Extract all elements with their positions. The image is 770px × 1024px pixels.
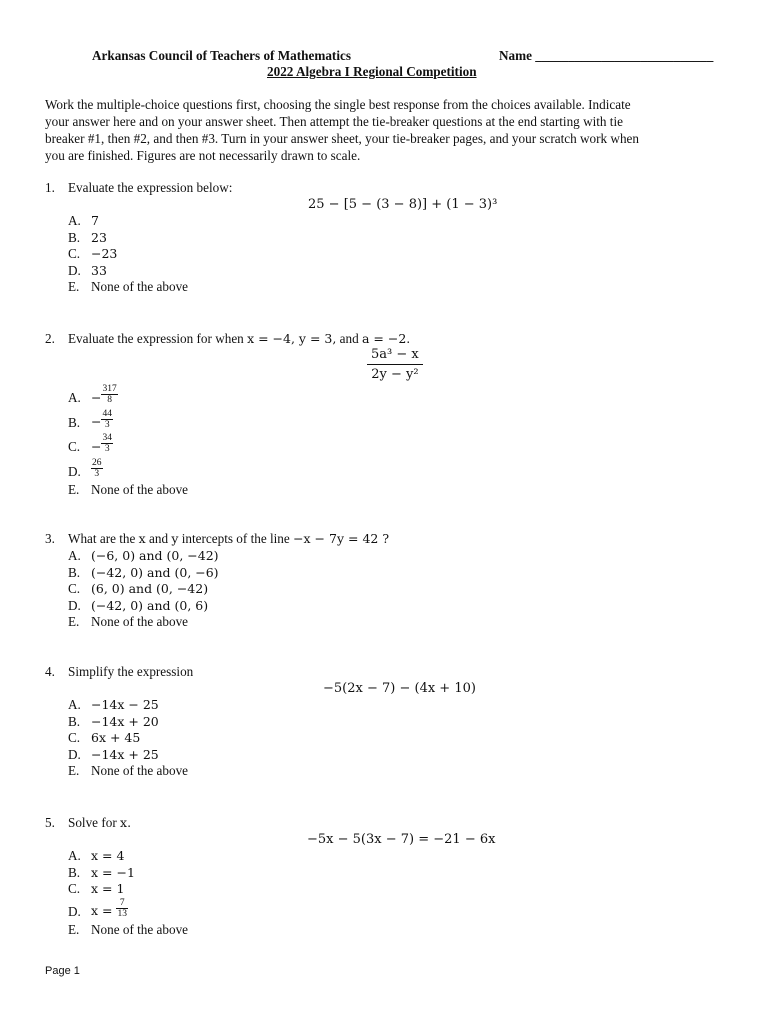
option-fraction: [116, 898, 128, 919]
option-letter: A.: [68, 548, 81, 563]
expression-numerator: 5a³ − x: [371, 347, 419, 362]
option-value: None of the above: [91, 482, 189, 497]
question-number: 2.: [45, 331, 55, 346]
option-letter: B.: [68, 564, 81, 580]
option-letter: A.: [68, 697, 81, 712]
option-letter: D.: [68, 903, 81, 919]
option-value: 23: [91, 229, 107, 245]
fraction-numerator: 44: [102, 408, 112, 419]
expression-denominator: 2y − y²: [367, 364, 423, 382]
option-letter: C.: [68, 246, 81, 262]
option-sign: −: [91, 438, 102, 454]
option-fraction: [101, 384, 117, 405]
option-value: None of the above: [91, 614, 189, 630]
option-letter: E.: [68, 482, 80, 497]
instructions-line: Work the multiple-choice questions first, choosing the single best response from the choices available. Indicate: [45, 97, 631, 112]
option-letter: D.: [68, 463, 81, 479]
page-number: Page 1: [45, 965, 80, 977]
prompt-math: y: [171, 531, 179, 546]
option-letter: E.: [68, 614, 80, 630]
prompt-math: x = −4, y = 3,: [247, 331, 337, 346]
option-letter: B.: [68, 414, 81, 430]
option-fraction: [101, 433, 113, 454]
question-expression: −5(2x − 7) − (4x + 10): [323, 681, 476, 696]
option-value: 6x + 45: [91, 730, 141, 746]
fraction-denominator: 3: [101, 419, 113, 430]
option-letter: B.: [68, 229, 81, 245]
name-field: Name ___________________________: [499, 48, 714, 63]
option-value: (−42, 0) and (0, 6): [91, 597, 209, 613]
option-value: (−42, 0) and (0, −6): [91, 564, 219, 580]
question-prompt: [68, 331, 410, 347]
question-number: 1.: [45, 180, 55, 195]
prompt-math: a = −2.: [361, 331, 411, 346]
fraction-denominator: 3: [91, 468, 103, 479]
fraction-numerator: 317: [102, 384, 117, 394]
option-value: 7: [91, 213, 99, 228]
option-letter: C.: [68, 730, 81, 746]
question-expression: [367, 347, 423, 382]
prompt-math: x: [138, 531, 146, 546]
fraction-denominator: 13: [117, 908, 127, 919]
question-number: 5.: [45, 815, 55, 830]
fraction-denominator: 3: [101, 443, 113, 454]
option-value: x = 4: [91, 848, 125, 863]
question-prompt: Evaluate the expression below:: [68, 180, 233, 195]
question-number: 3.: [45, 531, 55, 546]
option-letter: C.: [68, 581, 81, 597]
option-letter: A.: [68, 390, 81, 405]
option-value: None of the above: [91, 279, 189, 295]
option-fraction: [101, 409, 113, 430]
option-letter: E.: [68, 922, 80, 938]
fraction-numerator: 26: [92, 457, 102, 468]
question-number: 4.: [45, 664, 55, 679]
option-value: −14x − 25: [91, 697, 159, 712]
option-sign: −: [91, 389, 102, 405]
prompt-math: x.: [120, 815, 132, 830]
prompt-text: What are the: [68, 531, 139, 546]
option-fraction: [91, 458, 103, 479]
option-letter: D.: [68, 746, 81, 762]
option-value: −23: [91, 246, 118, 262]
question-prompt: Simplify the expression: [68, 664, 194, 679]
option-letter: B.: [68, 864, 81, 880]
option-value: (−6, 0) and (0, −42): [91, 548, 219, 563]
fraction-numerator: 7: [119, 897, 125, 908]
option-value: −14x + 20: [91, 713, 159, 729]
option-value: (6, 0) and (0, −42): [91, 581, 209, 597]
fraction-numerator: 34: [102, 433, 112, 443]
option-value: None of the above: [91, 763, 189, 779]
question-expression: 25 − [5 − (3 − 8)] + (1 − 3)³: [308, 197, 498, 212]
fraction-denominator: 8: [101, 394, 117, 405]
option-letter: A.: [68, 848, 81, 863]
prompt-math: −x − 7y = 42 ?: [293, 531, 390, 546]
prompt-text: intercepts of the line: [178, 531, 294, 546]
prompt-text: Evaluate the expression for when: [68, 331, 248, 346]
option-letter: A.: [68, 213, 81, 228]
instructions-line: your answer here and on your answer sheet. Then attempt the tie-breaker questions at the end starting with tie: [45, 114, 623, 129]
question-prompt: [68, 815, 131, 831]
question-expression: −5x − 5(3x − 7) = −21 − 6x: [307, 832, 496, 847]
option-sign: −: [91, 414, 102, 430]
option-value: x = −1: [91, 864, 135, 880]
prompt-text: Solve for: [68, 815, 121, 830]
option-letter: E.: [68, 279, 80, 295]
organization-name: Arkansas Council of Teachers of Mathematics: [92, 48, 351, 63]
option-value: None of the above: [91, 922, 189, 938]
option-letter: C.: [68, 439, 81, 454]
option-value: −14x + 25: [91, 746, 159, 762]
option-prefix: x =: [91, 903, 117, 919]
option-letter: D.: [68, 262, 81, 278]
option-value: x = 1: [91, 881, 125, 897]
option-letter: E.: [68, 763, 80, 779]
option-letter: C.: [68, 881, 81, 897]
instructions-line: you are finished. Figures are not necessarily drawn to scale.: [45, 148, 361, 163]
instructions: [45, 96, 735, 164]
competition-title: 2022 Algebra I Regional Competition: [267, 64, 477, 79]
instructions-line: breaker #1, then #2, and then #3. Turn in your answer sheet, your tie-breaker pages, and your scratch work when: [45, 131, 639, 146]
prompt-text: and: [145, 531, 172, 546]
question-prompt: [68, 531, 389, 547]
option-letter: D.: [68, 597, 81, 613]
option-value: 33: [91, 262, 107, 278]
option-letter: B.: [68, 713, 81, 729]
prompt-text: and: [336, 331, 362, 346]
